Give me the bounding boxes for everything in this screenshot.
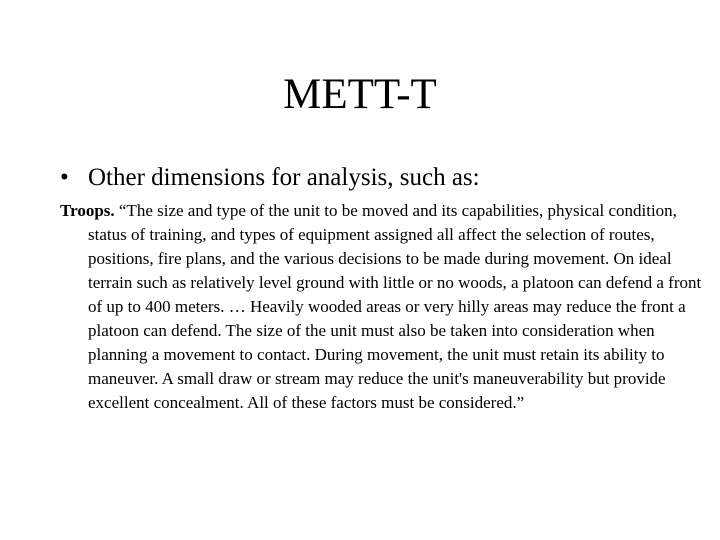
bullet-item [60, 160, 480, 196]
body-paragraph [60, 199, 718, 415]
paragraph-text: “The size and type of the unit to be moved and its capabilities, physical condition, status of training, and types of equipment assigned all affect the selection of routes, positions, fire plans, and the various decisions to be made during movement. On ideal terrain such as relatively level ground with little or no woods, a platoon can defend a front of up to 400 meters. … Heavily wooded areas or very hilly areas may reduce the front a platoon can defend. The size of the unit must also be taken into consideration when planning a movement to contact. During movement, the unit must retain its ability to maneuver. A small draw or stream may reduce the unit's maneuverability but provide excellent concealment. All of these factors must be considered.” [88, 201, 702, 412]
bullet-marker: • [60, 164, 69, 191]
paragraph-lead: Troops. [60, 201, 115, 220]
bullet-text: Other dimensions for analysis, such as: [88, 164, 480, 191]
slide-title: METT-T [283, 71, 437, 118]
